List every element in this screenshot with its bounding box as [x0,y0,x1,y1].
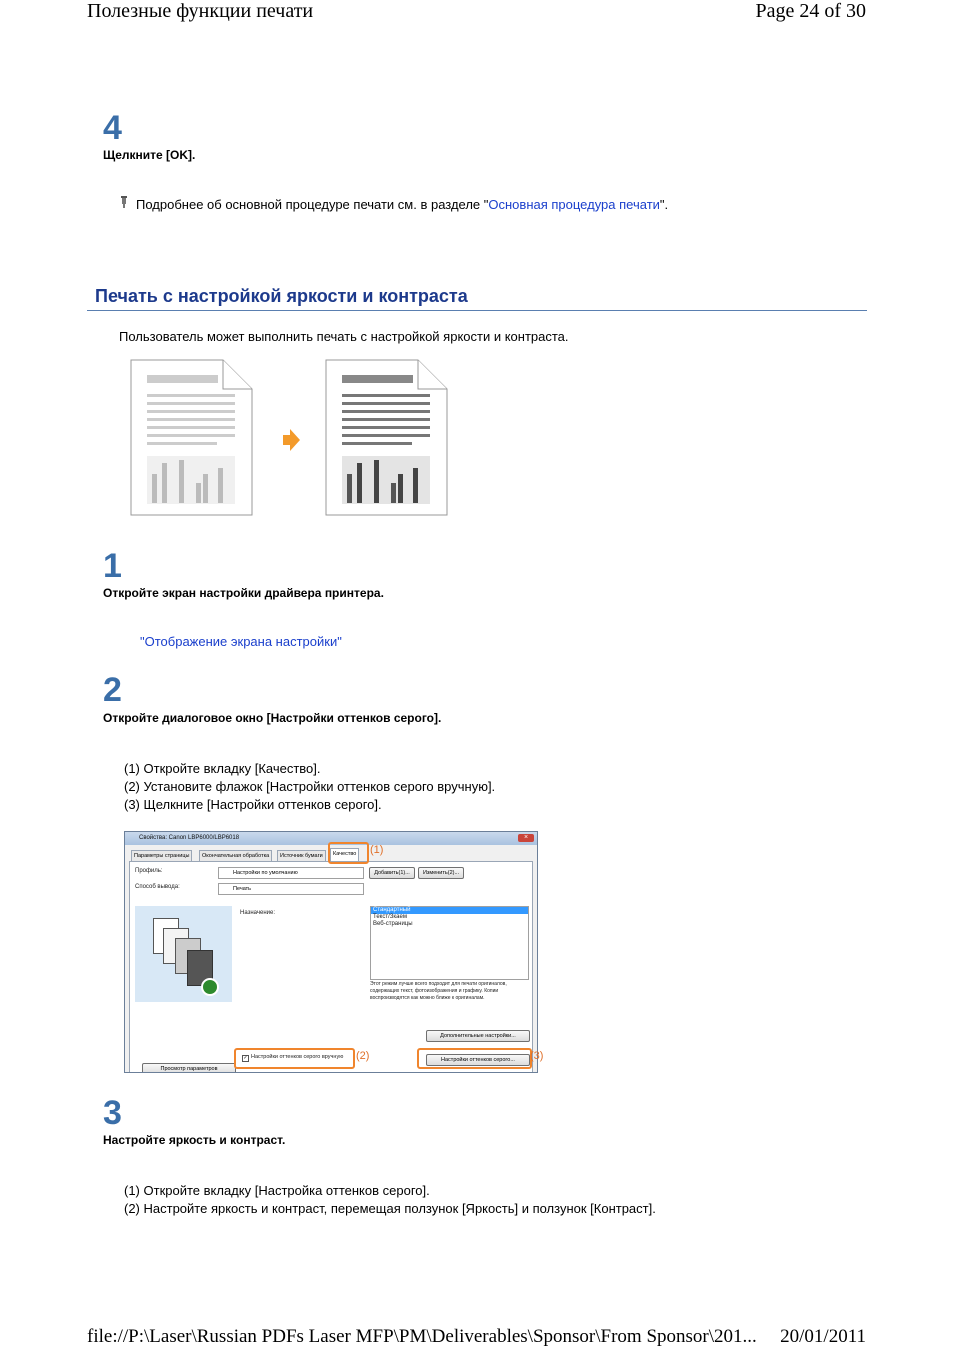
tab-paper-source[interactable]: Источник бумаги [277,850,326,861]
dialog-title: Свойства: Canon LBP6000/LBP6018 [139,835,240,841]
edit-profile-button[interactable]: Изменить(2)... [418,867,464,879]
list-item: (2) Настройте яркость и контраст, перемещая ползунок [Яркость] и ползунок [Контраст]. [124,1201,656,1216]
grayscale-checkbox[interactable]: ✓ [243,1055,248,1061]
list-item: (1) Откройте вкладку [Настройка оттенков серого]. [124,1183,430,1198]
grayscale-checkbox-label: Настройки оттенков серого вручную [251,1054,344,1060]
section-title: Печать с настройкой яркости и контраста [95,286,468,306]
note-text [136,197,668,212]
output-dropdown[interactable]: Печать [218,883,364,895]
callout-box-2 [234,1048,355,1069]
printer-properties-dialog [124,831,538,1073]
section-divider [87,310,867,311]
step-number: 4 [103,109,122,147]
tab-panel [129,861,533,1073]
list-item: (2) Установите флажок [Настройки оттенков серого вручную]. [124,779,496,794]
advanced-settings-button[interactable]: Дополнительные настройки... [426,1030,530,1042]
header-title: Полезные функции печати [87,0,314,22]
note-icon [120,196,128,215]
step-title: Откройте экран настройки драйвера принтера. [103,586,384,600]
add-profile-button[interactable]: Добавить(1)... [369,867,415,879]
list-item: (1) Откройте вкладку [Качество]. [124,761,321,776]
section-intro: Пользователь может выполнить печать с настройкой яркости и контраста. [119,329,569,344]
document-dark-icon [325,359,448,521]
profile-dropdown[interactable]: Настройки по умолчанию [218,867,364,879]
callout-label-1: (1) [370,844,384,856]
step-title: Щелкните [OK]. [103,148,196,162]
output-label: Способ вывода: [135,884,180,890]
footer-path: file://P:\Laser\Russian PDFs Laser MFP\PM\Deliverables\Sponsor\From Sponsor\201... [87,1326,757,1347]
purpose-description: Этот режим лучше всего подходит для печати оригиналов, содержащих текст, фотоизображения и графику. Копии воспроизводятся как можно ближе к оригиналам. [370,981,507,1001]
view-settings-button[interactable]: Просмотр параметров [142,1063,236,1073]
step-title: Настройте яркость и контраст. [103,1133,286,1147]
list-item[interactable]: Текст/Зкаем [373,914,407,920]
note-prefix: Подробнее об основной процедуре печати см. в разделе " [136,197,489,212]
setup-screen-link[interactable]: "Отображение экрана настройки" [140,634,342,649]
step-number: 2 [103,671,122,709]
footer-date: 20/01/2011 [780,1326,866,1347]
profile-label: Профиль: [135,868,163,874]
grayscale-settings-button[interactable]: Настройки оттенков серого... [426,1054,530,1066]
callout-label-3: (3) [530,1050,544,1062]
purpose-label: Назначение: [240,910,276,916]
arrow-right-icon [283,429,300,456]
note-link[interactable]: Основная процедура печати [488,197,660,212]
callout-label-2: (2) [356,1050,370,1062]
quality-badge-icon [201,978,219,996]
callout-box-3 [417,1048,532,1069]
callout-box-1 [328,842,369,864]
purpose-list[interactable] [370,906,529,980]
list-item[interactable]: Стандартный [371,907,528,914]
step-number: 3 [103,1094,122,1132]
note-suffix: ". [659,197,669,212]
list-item[interactable]: Веб-страницы [373,921,413,927]
preview-image [135,906,232,1002]
close-icon[interactable]: × [518,834,534,842]
page-counter: Page 24 of 30 [755,0,866,22]
tab-finishing[interactable]: Окончательная обработка [199,850,272,861]
step-number: 1 [103,547,122,585]
step-title: Откройте диалоговое окно [Настройки оттенков серого]. [103,711,442,725]
list-item: (3) Щелкните [Настройки оттенков серого]. [124,797,382,812]
document-light-icon [130,359,253,521]
tab-page-setup[interactable]: Параметры страницы [131,850,192,861]
tab-quality[interactable]: Качество [330,848,359,861]
